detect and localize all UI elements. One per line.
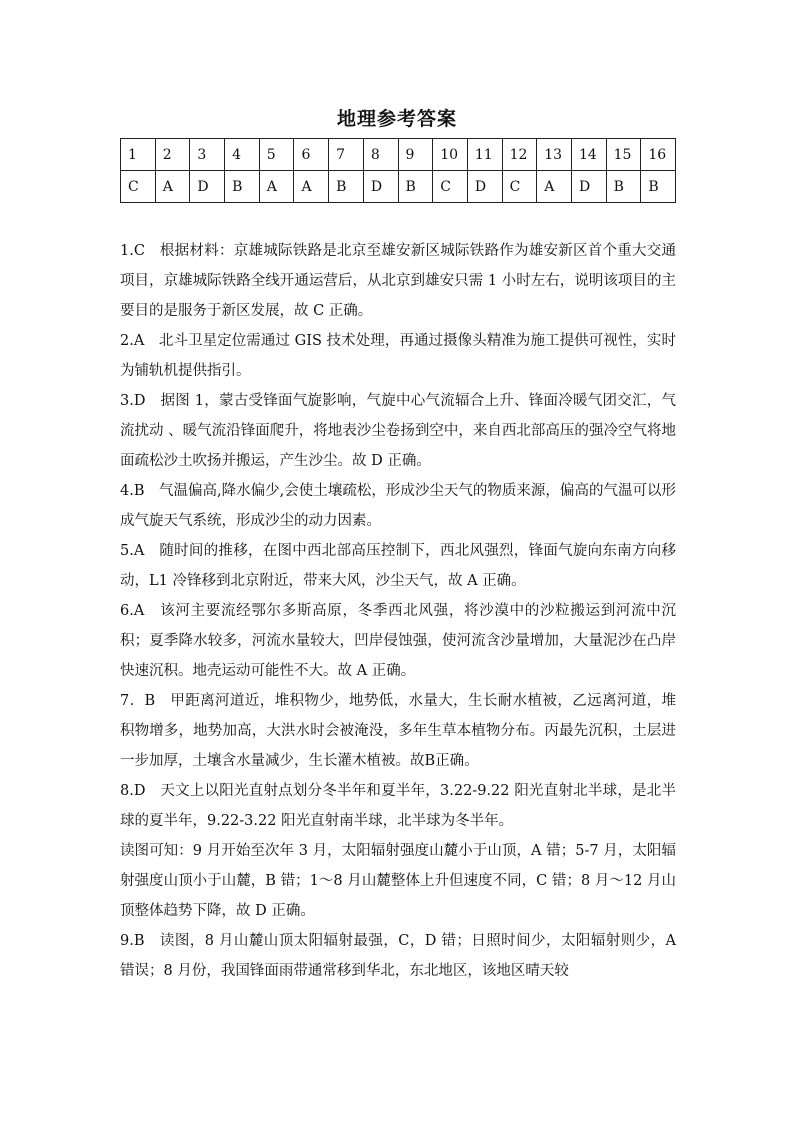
explanation-paragraph: 9.B 读图，8 月山麓山顶太阳辐射最强，C，D 错；日照时间少，太阳辐射则少，A 错误；8 月份，我国锋面雨带通常移到华北，东北地区，该地区晴天较 — [120, 933, 676, 979]
answer-cell: A — [259, 171, 294, 203]
question-number-cell: 15 — [606, 139, 641, 171]
question-number-cell: 13 — [537, 139, 572, 171]
answer-cell: A — [537, 171, 572, 203]
explanation-paragraph: 4.B 气温偏高,降水偏少,会使土壤疏松，形成沙尘天气的物质来源，偏高的气温可以形成气旋天气系统，形成沙尘的动力因素。 — [120, 483, 676, 529]
answer-row — [121, 171, 676, 203]
answer-cell: D — [467, 171, 502, 203]
question-number-cell: 5 — [259, 139, 294, 171]
page-title: 地理参考答案 — [336, 108, 457, 130]
question-number-cell: 16 — [641, 139, 676, 171]
answer-cell: A — [155, 171, 190, 203]
question-number-cell: 9 — [398, 139, 433, 171]
answer-cell: B — [641, 171, 676, 203]
question-number-cell: 8 — [363, 139, 398, 171]
question-number-cell: 3 — [190, 139, 225, 171]
question-number-cell: 10 — [433, 139, 468, 171]
question-number-cell: 6 — [294, 139, 329, 171]
answer-cell: B — [329, 171, 364, 203]
answer-cell: B — [606, 171, 641, 203]
answer-cell: C — [121, 171, 156, 203]
question-number-cell: 14 — [571, 139, 606, 171]
explanation-paragraph: 读图可知：9 月开始至次年 3 月，太阳辐射强度山麓小于山顶，A 错；5-7 月，太阳辐射强度山顶小于山麓，B 错；1～8 月山麓整体上升但速度不同，C 错；8 月～12 月山顶整体趋势下降，故 D 正确。 — [120, 843, 676, 919]
answer-cell: D — [571, 171, 606, 203]
question-number-cell: 12 — [502, 139, 537, 171]
answer-cell: B — [225, 171, 260, 203]
answer-cell: B — [398, 171, 433, 203]
explanation-paragraph: 5.A 随时间的推移，在图中西北部高压控制下，西北风强烈，锋面气旋向东南方向移动，L1 冷锋移到北京附近，带来大风，沙尘天气，故 A 正确。 — [120, 543, 676, 589]
explanation-paragraph: 6.A 该河主要流经鄂尔多斯高原，冬季西北风强，将沙漠中的沙粒搬运到河流中沉积；夏季降水较多，河流水量较大，凹岸侵蚀强，使河流含沙量增加，大量泥沙在凸岸快速沉积。地壳运动可能性不大。故 A 正确。 — [120, 603, 676, 679]
explanation-paragraph: 1.C 根据材料：京雄城际铁路是北京至雄安新区城际铁路作为雄安新区首个重大交通项目，京雄城际铁路全线开通运营后，从北京到雄安只需 1 小时左右，说明该项目的主要目的是服务于新区发展，故 C 正确。 — [120, 243, 676, 319]
question-number-row — [121, 139, 676, 171]
question-number-cell: 1 — [121, 139, 156, 171]
answer-cell: C — [433, 171, 468, 203]
explanation-paragraph: 3.D 据图 1，蒙古受锋面气旋影响，气旋中心气流辐合上升、锋面冷暖气团交汇，气流扰动 、暖气流沿锋面爬升，将地表沙尘卷扬到空中，来自西北部高压的强冷空气将地面疏松沙土吹扬并搬运，产生沙尘。故 D 正确。 — [120, 393, 676, 469]
explanation-paragraph: 2.A 北斗卫星定位需通过 GIS 技术处理，再通过摄像头精准为施工提供可视性，实时为铺轨机提供指引。 — [120, 333, 676, 379]
question-number-cell: 2 — [155, 139, 190, 171]
explanation-paragraph: 7．B 甲距离河道近，堆积物少，地势低，水量大，生长耐水植被，乙远离河道，堆积物增多，地势加高，大洪水时会被淹没，多年生草本植物分布。丙最先沉积，土层进一步加厚，土壤含水量减少，生长灌木植被。故B正确。 — [120, 693, 676, 769]
explanations — [120, 236, 676, 986]
question-number-cell: 11 — [467, 139, 502, 171]
answer-table — [120, 138, 676, 203]
question-number-cell: 4 — [225, 139, 260, 171]
answer-cell: C — [502, 171, 537, 203]
answer-cell: D — [363, 171, 398, 203]
question-number-cell: 7 — [329, 139, 364, 171]
answer-cell: A — [294, 171, 329, 203]
answer-cell: D — [190, 171, 225, 203]
explanation-paragraph: 8.D 天文上以阳光直射点划分冬半年和夏半年，3.22-9.22 阳光直射北半球，是北半球的夏半年，9.22-3.22 阳光直射南半球，北半球为冬半年。 — [120, 783, 676, 829]
